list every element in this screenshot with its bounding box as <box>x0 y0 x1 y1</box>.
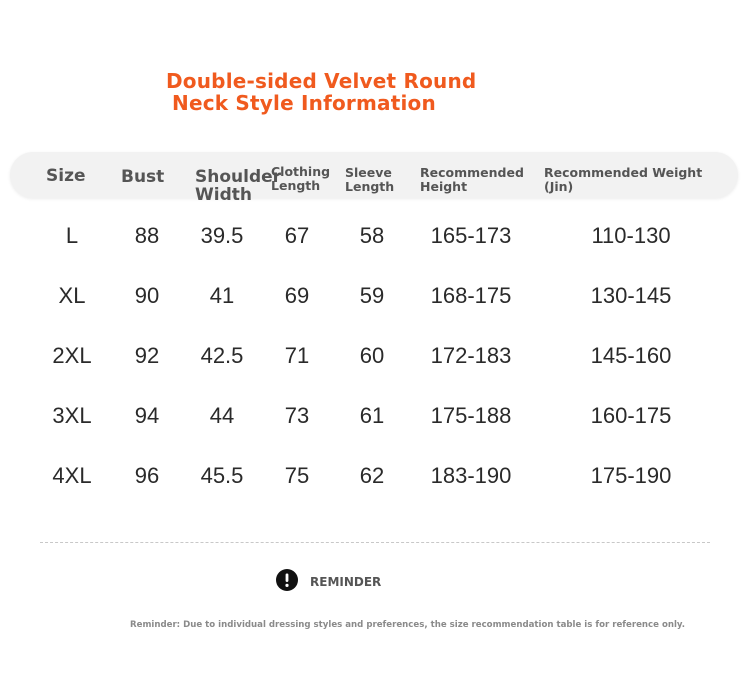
title-line-1: Double-sided Velvet Round <box>166 69 477 93</box>
cell-clothing-length: 67 <box>284 223 310 248</box>
cell-clothing-length: 69 <box>284 283 310 308</box>
header-sleeve-length: Sleeve Length <box>345 165 395 194</box>
header-shoulder-width: Shoulder Width <box>195 167 282 205</box>
cell-size: 3XL <box>52 403 92 428</box>
cell-sleeve-length: 59 <box>359 283 385 308</box>
page-title <box>166 70 566 114</box>
cell-size: XL <box>58 283 86 308</box>
header-size: Size <box>46 166 86 186</box>
cell-bust: 92 <box>134 343 160 368</box>
cell-recommended-weight: 160-175 <box>590 403 672 428</box>
cell-clothing-length: 75 <box>284 463 310 488</box>
table-row <box>0 283 750 313</box>
cell-shoulder-width: 45.5 <box>200 463 244 488</box>
cell-recommended-height: 168-175 <box>430 283 512 308</box>
cell-shoulder-width: 42.5 <box>200 343 244 368</box>
reminder-text: Reminder: Due to individual dressing styles and preferences, the size recommendation table is for reference only. <box>130 620 685 630</box>
cell-recommended-height: 183-190 <box>430 463 512 488</box>
cell-shoulder-width: 41 <box>209 283 235 308</box>
dashed-divider <box>40 542 710 543</box>
cell-sleeve-length: 58 <box>359 223 385 248</box>
cell-recommended-height: 175-188 <box>430 403 512 428</box>
header-recommended-weight: Recommended Weight (Jin) <box>544 165 703 194</box>
cell-sleeve-length: 62 <box>359 463 385 488</box>
cell-size: 2XL <box>52 343 92 368</box>
cell-size: 4XL <box>52 463 92 488</box>
cell-bust: 96 <box>134 463 160 488</box>
cell-recommended-weight: 175-190 <box>590 463 672 488</box>
cell-recommended-height: 172-183 <box>430 343 512 368</box>
cell-recommended-weight: 110-130 <box>591 223 671 248</box>
cell-sleeve-length: 60 <box>359 343 385 368</box>
exclamation-circle-icon <box>276 569 298 591</box>
table-row <box>0 463 750 493</box>
table-row <box>0 223 750 253</box>
table-row <box>0 403 750 433</box>
cell-recommended-weight: 130-145 <box>590 283 672 308</box>
cell-bust: 88 <box>134 223 160 248</box>
cell-sleeve-length: 61 <box>359 403 385 428</box>
reminder-label: REMINDER <box>310 575 382 589</box>
cell-recommended-height: 165-173 <box>430 223 512 248</box>
cell-clothing-length: 71 <box>284 343 310 368</box>
table-row <box>0 343 750 373</box>
header-bust: Bust <box>121 167 165 187</box>
cell-recommended-weight: 145-160 <box>590 343 672 368</box>
cell-clothing-length: 73 <box>284 403 310 428</box>
cell-shoulder-width: 44 <box>209 403 235 428</box>
title-line-2: Neck Style Information <box>172 91 436 115</box>
header-recommended-height: Recommended Height <box>420 165 524 194</box>
cell-shoulder-width: 39.5 <box>200 223 244 248</box>
cell-size: L <box>65 223 79 248</box>
cell-bust: 90 <box>134 283 160 308</box>
cell-bust: 94 <box>134 403 160 428</box>
header-clothing-length: Clothing Length <box>271 164 331 193</box>
